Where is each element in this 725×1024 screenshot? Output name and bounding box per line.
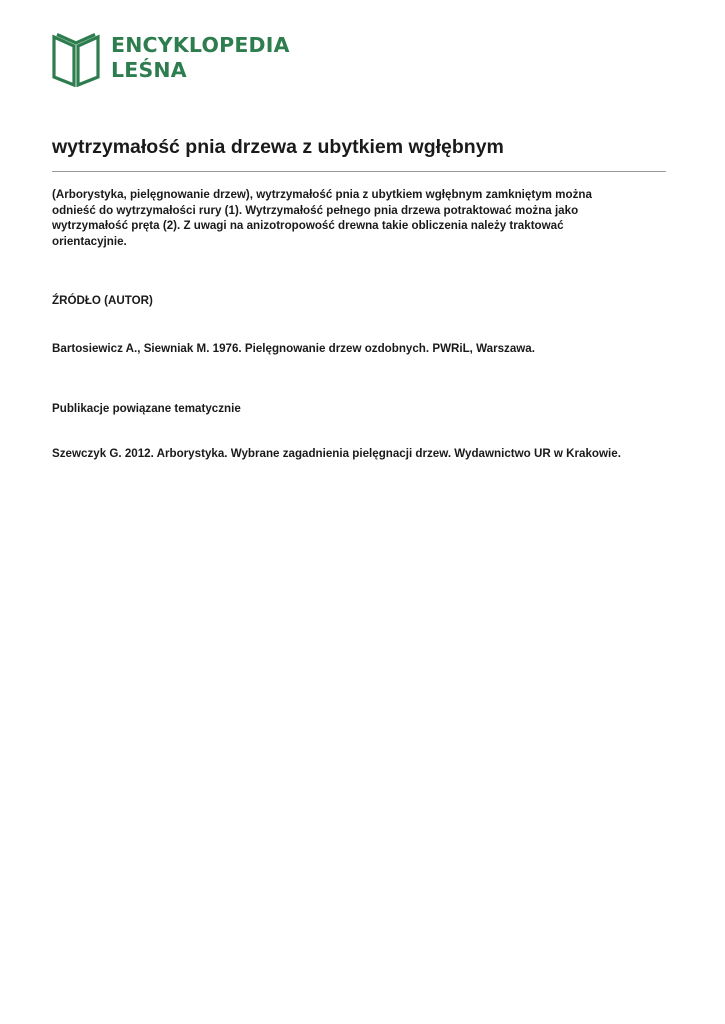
entry-definition: (Arborystyka, pielęgnowanie drzew), wytrzymałość pnia z ubytkiem wgłębnym zamkniętym można odnieść do wytrzymałości rury (1). Wytrzymałość pełnego pnia drzewa potraktować można jako wytrzymałość pręta (2). Z uwagi na anizotropowość drewna takie obliczenia należy traktować orientacyjnie. (52, 188, 592, 248)
related-publications-heading: Publikacje powiązane tematycznie (52, 402, 241, 415)
open-book-icon (52, 33, 100, 87)
page-title: wytrzymałość pnia drzewa z ubytkiem wgłębnym (52, 136, 504, 158)
brand-line-1: ENCYKLOPEDIA (111, 33, 290, 57)
source-heading: ŹRÓDŁO (AUTOR) (52, 294, 153, 307)
brand-line-2: LEŚNA (111, 58, 187, 82)
title-divider (52, 171, 666, 172)
source-citation: Bartosiewicz A., Siewniak M. 1976. Pielęgnowanie drzew ozdobnych. PWRiL, Warszawa. (52, 342, 535, 355)
related-publication-citation: Szewczyk G. 2012. Arborystyka. Wybrane zagadnienia pielęgnacji drzew. Wydawnictwo UR w Krakowie. (52, 447, 621, 460)
brand-name (111, 33, 290, 83)
site-logo[interactable] (52, 33, 290, 87)
